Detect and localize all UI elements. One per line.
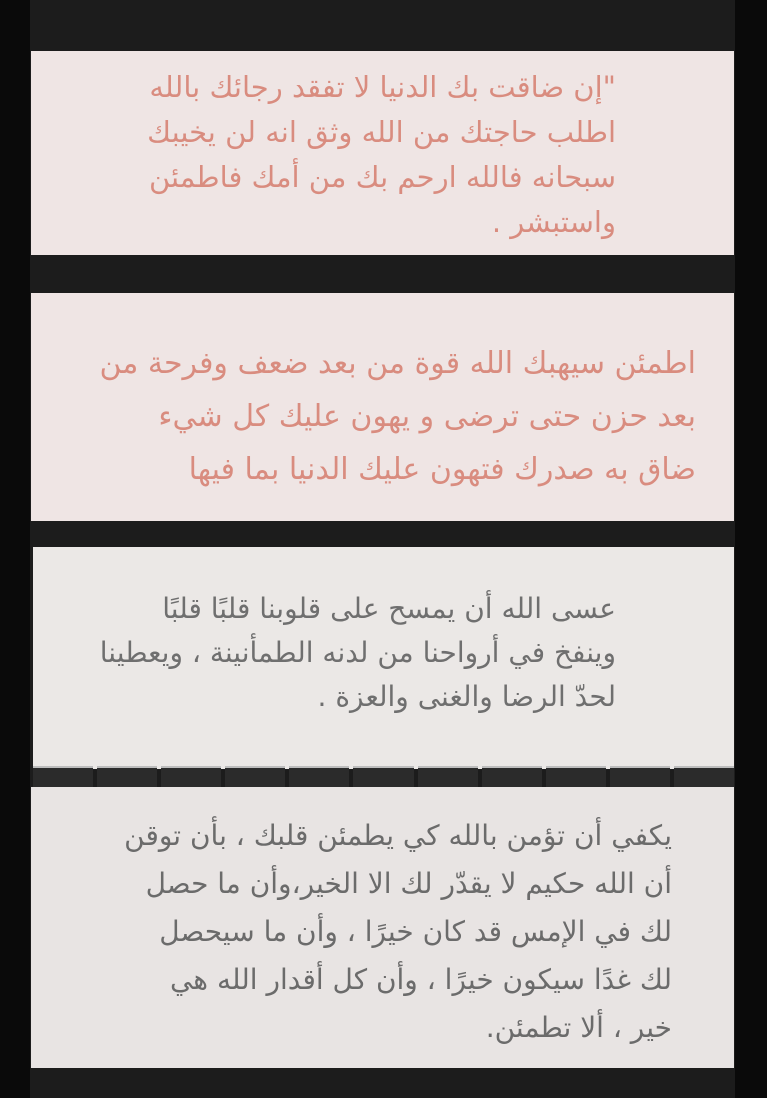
tile [289, 766, 349, 787]
quote-card-1 [31, 51, 734, 255]
quote-text-2: اطمئن سيهبك الله قوة من بعد ضعف وفرحة من بعد حزن حتى ترضى و يهون عليك كل شيء ضاق به صدرك فتهون عليك الدنيا بما فيها [99, 346, 696, 487]
quote-text-1: "إن ضاقت بك الدنيا لا تفقد رجائك بالله اطلب حاجتك من الله وثق انه لن يخيبك سبحانه فالله ارحم بك من أمك فاطمئن واستبشر . [147, 70, 616, 239]
tile [97, 766, 157, 787]
quote-text-4: يكفي أن تؤمن بالله كي يطمئن قلبك ، بأن توقن أن الله حكيم لا يقدّر لك الا الخير،وأن ما حصل لك في الإمس قد كان خيرًا ، وأن ما سيحصل لك غدًا سيكون خيرًا ، وأن كل أقدار الله هي خير ، ألا تطمئن. [124, 819, 672, 1044]
tile [546, 766, 606, 787]
quote-card-3 [33, 547, 734, 769]
tile [33, 766, 93, 787]
tile [610, 766, 670, 787]
tile [161, 766, 221, 787]
quote-card-2 [31, 293, 734, 521]
quote-text-3: عسى الله أن يمسح على قلوبنا قلبًا قلبًا وينفخ في أرواحنا من لدنه الطمأنينة ، ويعطينا لحدّ الرضا والغنى والعزة . [99, 592, 616, 713]
tile [225, 766, 285, 787]
tile [418, 766, 478, 787]
quote-card-4 [31, 787, 734, 1068]
partially-hidden-tile-row [33, 766, 734, 787]
tile [674, 766, 734, 787]
tile [353, 766, 413, 787]
tile [482, 766, 542, 787]
